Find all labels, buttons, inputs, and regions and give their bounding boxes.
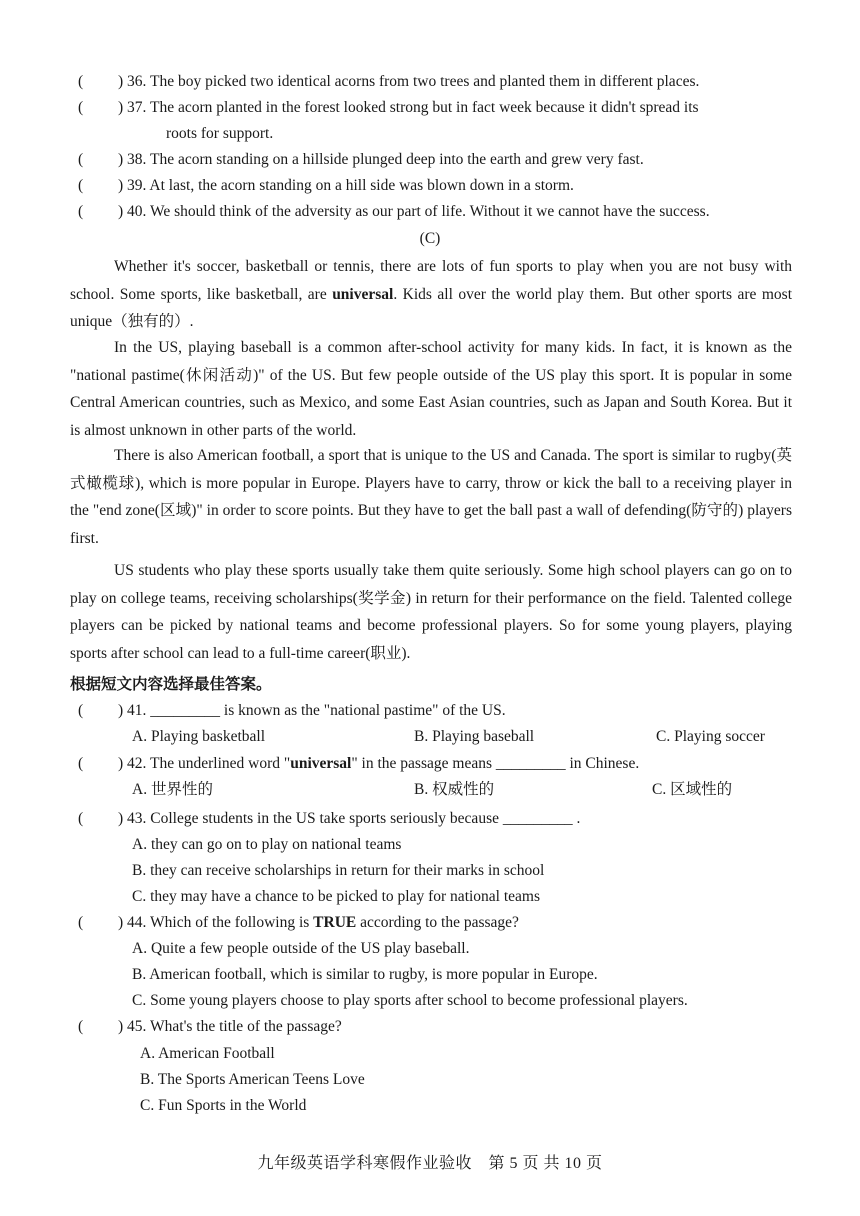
option-a: A. Playing basketball bbox=[132, 728, 266, 745]
passage-paragraph-2: In the US, playing baseball is a common after-school activity for many kids. In fact, it is known as the "national pastime(休闲活动)" of the US. But few people outside of the US play this sport. It is popular in some Central American countries, such as Mexico, and some East Asian countries, such as Japan and South Korea. But it is almost unknown in other parts of the world. bbox=[70, 339, 792, 439]
question-43-option-c: C. they may have a chance to be picked to play for national teams bbox=[132, 888, 541, 905]
page-footer: 九年级英语学科寒假作业验收 第 5 页 共 10 页 bbox=[257, 1155, 603, 1172]
question-40: ( ) 40. We should think of the adversity as our part of life. Without it we cannot have the success. bbox=[78, 203, 710, 220]
section-title: (C) bbox=[419, 230, 441, 247]
passage-paragraph-1: Whether it's soccer, basketball or tennis, there are lots of fun sports to play when you are not busy with school. Some sports, like basketball, are universal. Kids all over the world play them. But other sports are most unique（独有的）. bbox=[70, 258, 793, 330]
question-45-option-b: B. The Sports American Teens Love bbox=[140, 1071, 365, 1088]
option-a: A. 世界性的 bbox=[132, 781, 213, 798]
question-45: ( ) 45. What's the title of the passage? bbox=[78, 1018, 342, 1035]
instruction: 根据短文内容选择最佳答案。 bbox=[70, 675, 272, 693]
question-44-option-a: A. Quite a few people outside of the US play baseball. bbox=[132, 940, 470, 957]
question-42: ( ) 42. The underlined word "universal" in the passage means _________ in Chinese. bbox=[78, 755, 640, 772]
question-43: ( ) 43. College students in the US take sports seriously because _________ . bbox=[78, 810, 581, 827]
option-b: B. Playing baseball bbox=[414, 728, 535, 745]
option-b: B. 权威性的 bbox=[414, 781, 495, 798]
question-45-option-a: A. American Football bbox=[140, 1045, 275, 1062]
option-c: C. Playing soccer bbox=[656, 728, 765, 745]
passage-paragraph-4: US students who play these sports usually take them quite seriously. Some high school players can go on to play on college teams, receiving scholarships(奖学金) in return for their performance on the field. Talented college players can be picked by national teams and become professional players. So for some young players, playing sports after school can lead to a full-time career(职业). bbox=[70, 562, 792, 662]
question-44-option-c: C. Some young players choose to play sports after school to become professional players. bbox=[132, 992, 688, 1009]
question-41: ( ) 41. _________ is known as the "national pastime" of the US. bbox=[78, 702, 506, 719]
question-44-option-b: B. American football, which is similar to rugby, is more popular in Europe. bbox=[132, 966, 598, 983]
option-c: C. 区域性的 bbox=[652, 781, 733, 798]
question-43-option-b: B. they can receive scholarships in return for their marks in school bbox=[132, 862, 545, 879]
question-36: ( ) 36. The boy picked two identical acorns from two trees and planted them in different places. bbox=[78, 73, 700, 90]
question-38: ( ) 38. The acorn standing on a hillside plunged deep into the earth and grew very fast. bbox=[78, 151, 644, 168]
question-45-option-c: C. Fun Sports in the World bbox=[140, 1097, 307, 1114]
passage-paragraph-3: There is also American football, a sport that is unique to the US and Canada. The sport is similar to rugby(英式橄榄球), which is more popular in Europe. Players have to carry, throw or kick the ball to a receiving player in the "end zone(区域)" in order to score points. But they have to get the ball past a wall of defending(防守的) players first. bbox=[70, 447, 792, 547]
question-37: ( ) 37. The acorn planted in the forest looked strong but in fact week because it didn't spread its bbox=[78, 99, 699, 116]
question-44: ( ) 44. Which of the following is TRUE according to the passage? bbox=[78, 914, 519, 931]
question-43-option-a: A. they can go on to play on national teams bbox=[132, 836, 402, 853]
keyword-universal: universal bbox=[332, 285, 394, 303]
question-37-continued: roots for support. bbox=[166, 125, 274, 142]
question-39: ( ) 39. At last, the acorn standing on a hill side was blown down in a storm. bbox=[78, 177, 574, 194]
